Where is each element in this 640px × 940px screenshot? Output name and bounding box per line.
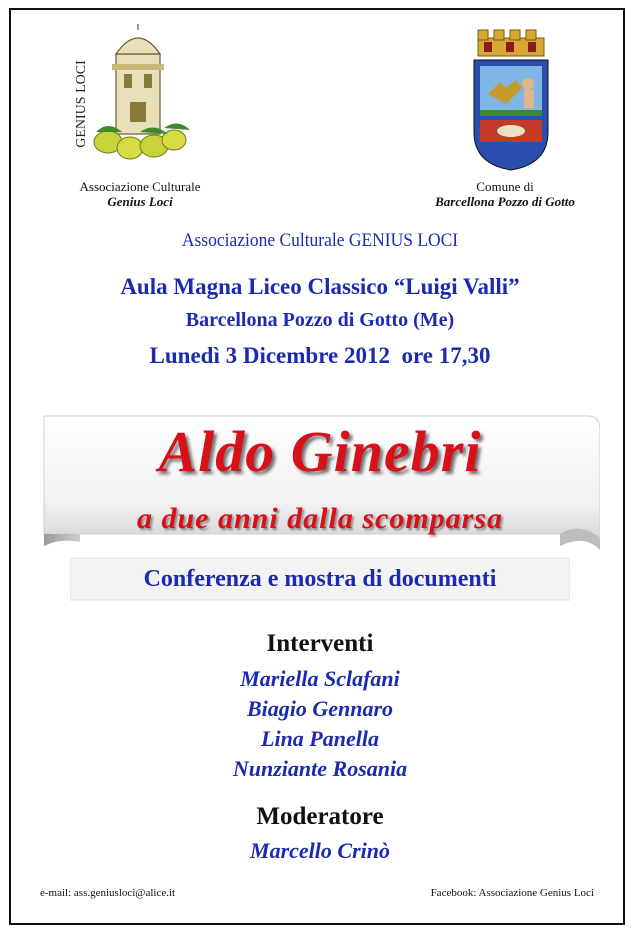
event-description: Conferenza e mostra di documenti (143, 566, 497, 592)
speaker-name: Lina Panella (261, 726, 379, 751)
footer-email: e-mail: ass.geniusloci@alice.it (40, 887, 176, 899)
footer-facebook: Facebook: Associazione Genius Loci (430, 887, 594, 899)
city-line: Barcellona Pozzo di Gotto (Me) (185, 309, 455, 331)
genius-loci-logo (68, 24, 208, 174)
left-logo-caption (40, 179, 240, 209)
speaker-name: Nunziante Rosania (232, 756, 408, 781)
moderator-heading: Moderatore (256, 803, 384, 830)
moderator-name: Marcello Crinò (250, 838, 390, 863)
speakers-list (0, 664, 640, 784)
coat-of-arms-icon (466, 24, 556, 172)
right-caption-line1: Comune di (476, 179, 534, 194)
venue-line: Aula Magna Liceo Classico “Luigi Valli” (120, 274, 520, 299)
right-caption-line2: Barcellona Pozzo di Gotto (435, 194, 575, 209)
vertical-logo-text: GENIUS LOCI (74, 60, 89, 148)
speaker-name: Mariella Sclafani (240, 666, 400, 691)
banner-subtitle: a due anni dalla scomparsa (136, 502, 504, 535)
comune-coat-of-arms (466, 24, 556, 172)
date-time-line: Lunedì 3 Dicembre 2012 ore 17,30 (149, 343, 491, 368)
right-logo-caption (400, 179, 610, 209)
speakers-heading: Interventi (266, 630, 374, 657)
left-caption-line2: Genius Loci (107, 194, 173, 209)
organizer-line: Associazione Culturale GENIUS LOCI (181, 230, 459, 251)
title-banner (40, 410, 600, 550)
speaker-name: Biagio Gennaro (246, 696, 394, 721)
banner-title: Aldo Ginebri (158, 419, 482, 484)
left-caption-line1: Associazione Culturale (79, 179, 201, 194)
